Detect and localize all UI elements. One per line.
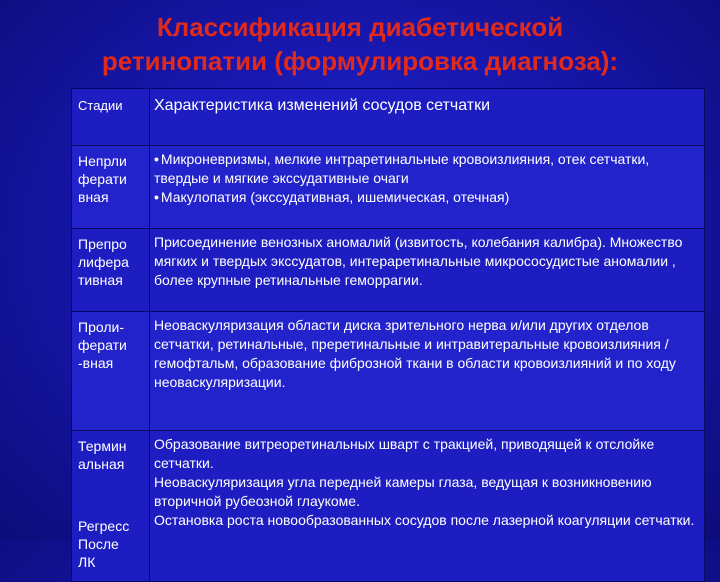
stage-label-line: лифера	[78, 254, 129, 270]
description-cell-terminal	[150, 431, 705, 582]
terminal-text-1: Образование витреоретинальных шварт с тракцией, приводящей к отслойке сетчатки.	[154, 436, 655, 471]
stage-cell-preproliferative	[72, 229, 150, 312]
stage-label-line: -вная	[78, 355, 114, 371]
slide-title-line-2: ретинопатии (формулировка диагноза):	[101, 46, 619, 76]
table-header-row	[72, 89, 705, 146]
bullet-item	[154, 150, 696, 188]
stage-label-line: Термин	[78, 438, 127, 454]
table-row-proliferative	[72, 312, 705, 431]
description-cell-nonproliferative	[150, 146, 705, 229]
table-row-terminal	[72, 431, 705, 582]
stage-label-line: Препро	[78, 236, 127, 252]
stage-label-line: ферати	[78, 171, 127, 187]
bullet-dot-icon: •	[154, 189, 159, 205]
stage-cell-terminal	[72, 431, 150, 582]
regress-text: Остановка роста новообразованных сосудов после лазерной коагуляции сетчатки.	[154, 512, 695, 528]
stage-label-line: Непрли	[78, 153, 127, 169]
stage-label-line: ферати	[78, 337, 127, 353]
stage-label-line: Проли-	[78, 319, 124, 335]
table-row-preproliferative	[72, 229, 705, 312]
bullet-text: Макулопатия (экссудативная, ишемическая, отечная)	[160, 189, 510, 205]
slide-title	[0, 10, 720, 78]
regress-label-line: После	[78, 536, 119, 552]
stage-cell-proliferative	[72, 312, 150, 431]
terminal-text-2: Неоваскуляризация угла передней камеры глаза, ведущая к возникновению вторичной рубеозной глаукоме.	[154, 474, 652, 509]
regress-label-line: ЛК	[78, 554, 96, 570]
regress-label-line: Регресс	[78, 518, 130, 534]
bullet-dot-icon: •	[154, 151, 159, 167]
description-cell-preproliferative: Присоединение венозных аномалий (извитость, колебания калибра). Множество мягких и твердых экссудатов, интераретинальные микрососудистые аномалии , более крупные ретинальные геморрагии.	[150, 229, 705, 312]
description-cell-proliferative: Неоваскуляризация области диска зрительного нерва и/или других отделов сетчатки, ретинальные, преретинальные и интравитеральные кровоизлияния / гемофтальм, образование фиброзной ткани в области кровоизлияний и по ходу неоваскуляризации.	[150, 312, 705, 431]
bullet-text: Микроневризмы, мелкие интраретинальные кровоизлияния, отек сетчатки, твердые и мягкие экссудативные очаги	[154, 151, 650, 186]
table-row-nonproliferative	[72, 146, 705, 229]
retinopathy-classification-table	[71, 88, 705, 582]
header-stage-cell: Стадии	[72, 89, 150, 146]
stage-label-line: альная	[78, 456, 125, 472]
stage-cell-nonproliferative	[72, 146, 150, 229]
header-description-cell: Характеристика изменений сосудов сетчатки	[150, 89, 705, 146]
stage-label-line: тивная	[78, 272, 123, 288]
bullet-item	[154, 188, 696, 207]
stage-label-line: вная	[78, 189, 109, 205]
slide-title-line-1: Классификация диабетической	[156, 12, 564, 42]
